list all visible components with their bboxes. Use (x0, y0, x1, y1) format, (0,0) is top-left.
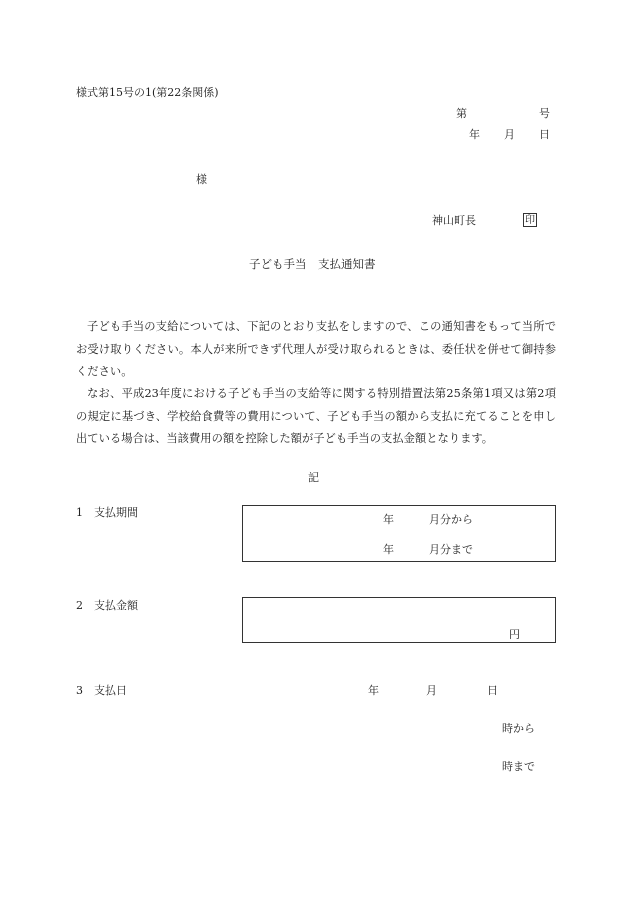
payday-time-to: 時まで (502, 760, 535, 773)
body-paragraph-2: なお、平成23年度における子ども手当の支給等に関する特別措置法第25条第1項又は第2項の規定に基づき、学校給食費等の費用について、子ども手当の額から支払に充てることを申し出ている場合は、当該費用の額を控除した額が子ども手当の支払金額となります。 (76, 387, 556, 445)
period-to-month: 月分まで (429, 543, 473, 556)
document-title: 子ども手当 支払通知書 (249, 257, 376, 271)
recipient-suffix: 様 (196, 173, 207, 186)
payment-amount-box (242, 597, 556, 643)
number-suffix: 号 (539, 107, 550, 120)
section3-label: 3 支払日 (76, 684, 127, 697)
section1-label: 1 支払期間 (76, 506, 138, 519)
payday-month: 月 (426, 684, 437, 697)
date-month: 月 (504, 128, 515, 141)
ki-heading: 記 (308, 471, 319, 484)
payment-period-box (242, 505, 556, 562)
amount-unit: 円 (509, 628, 520, 641)
payday-time-from: 時から (502, 722, 535, 735)
form-label: 様式第15号の1(第22条関係) (76, 86, 219, 99)
issuer-name: 神山町長 (432, 214, 476, 227)
period-from-year: 年 (383, 513, 394, 526)
payday-year: 年 (368, 684, 379, 697)
period-to-year: 年 (383, 543, 394, 556)
payday-day: 日 (487, 684, 498, 697)
section2-label: 2 支払金額 (76, 599, 138, 612)
seal-box (523, 213, 537, 227)
date-year: 年 (469, 128, 480, 141)
period-from-month: 月分から (429, 513, 473, 526)
body-paragraph-1: 子ども手当の支給については、下記のとおり支払をしますので、この通知書をもって当所でお受け取りください。本人が来所できず代理人が受け取られるときは、委任状を併せて御持参ください。 (76, 320, 556, 378)
number-prefix: 第 (456, 107, 467, 120)
date-day: 日 (539, 128, 550, 141)
seal-icon: 印 (525, 215, 535, 226)
